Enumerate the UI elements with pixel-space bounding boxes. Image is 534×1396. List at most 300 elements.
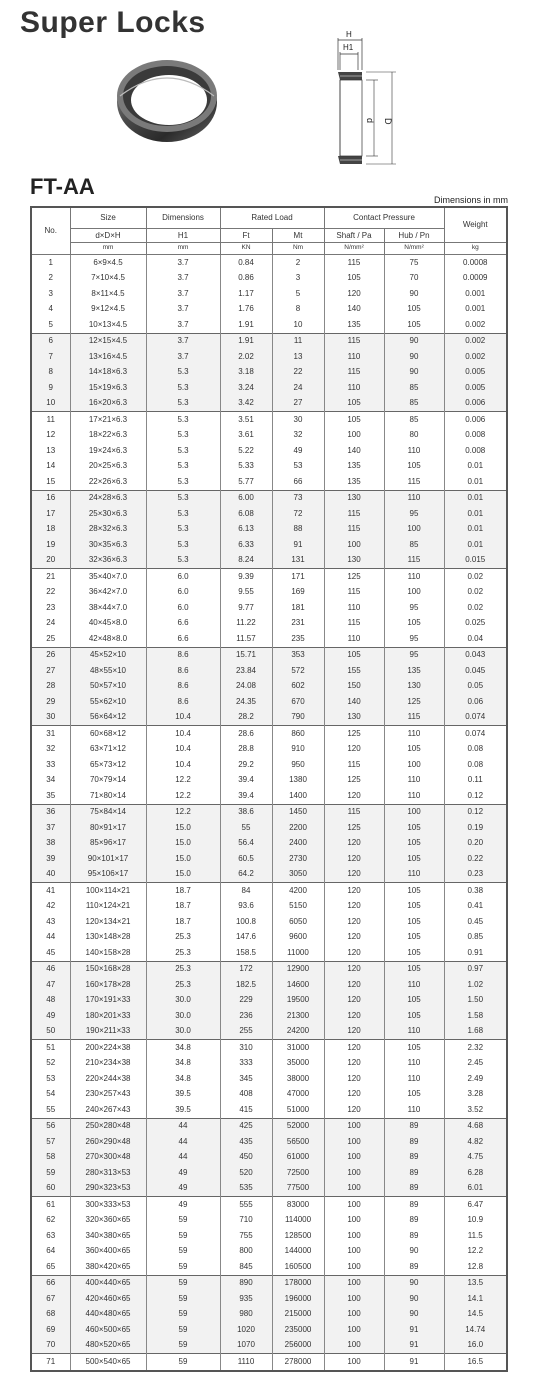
cell-pa: 120 [324,945,384,961]
table-row [31,443,507,459]
table-row [31,945,507,961]
cell-pn: 90 [384,286,444,302]
col-size: Size [70,207,146,229]
cell-size: 300×333×53 [70,1197,146,1213]
cell-no: 32 [31,742,70,758]
cell-mt: 88 [272,522,324,538]
cell-weight: 11.5 [444,1228,507,1244]
cell-pn: 105 [384,742,444,758]
table-row [31,961,507,977]
cell-pa: 100 [324,1259,384,1275]
cell-h1: 39.5 [146,1102,220,1118]
cell-no: 70 [31,1338,70,1354]
cell-pa: 110 [324,631,384,647]
cell-mt: 12900 [272,961,324,977]
cell-mt: 66 [272,474,324,490]
cell-ft: 408 [220,1087,272,1103]
cell-h1: 59 [146,1228,220,1244]
cell-no: 14 [31,459,70,475]
cell-pa: 120 [324,742,384,758]
cell-size: 180×201×33 [70,1008,146,1024]
cell-no: 41 [31,883,70,899]
cell-ft: 0.86 [220,271,272,287]
cell-weight: 4.68 [444,1118,507,1134]
cell-mt: 11000 [272,945,324,961]
cell-pn: 110 [384,1102,444,1118]
cell-h1: 5.3 [146,506,220,522]
cell-mt: 11 [272,333,324,349]
cell-ft: 29.2 [220,757,272,773]
cell-h1: 10.4 [146,710,220,726]
cell-pn: 110 [384,977,444,993]
cell-ft: 935 [220,1291,272,1307]
cell-h1: 5.3 [146,412,220,428]
cell-mt: 6050 [272,914,324,930]
table-row [31,1181,507,1197]
cell-no: 11 [31,412,70,428]
table-row [31,1118,507,1134]
table-row [31,600,507,616]
cell-h1: 18.7 [146,914,220,930]
table-row [31,459,507,475]
cell-pn: 135 [384,663,444,679]
cell-pn: 90 [384,1291,444,1307]
cell-pa: 115 [324,585,384,601]
cell-pa: 105 [324,271,384,287]
cell-weight: 1.68 [444,1024,507,1040]
cell-mt: 128500 [272,1228,324,1244]
cell-no: 49 [31,1008,70,1024]
col-contact-pressure: Contact Pressure [324,207,444,229]
cell-ft: 158.5 [220,945,272,961]
table-row [31,1040,507,1056]
cell-no: 47 [31,977,70,993]
cell-no: 5 [31,317,70,333]
cell-weight: 0.01 [444,474,507,490]
cell-ft: 5.33 [220,459,272,475]
cell-h1: 5.3 [146,396,220,412]
cell-pn: 130 [384,679,444,695]
cell-weight: 3.52 [444,1102,507,1118]
cell-pn: 95 [384,631,444,647]
sub-pa: Pa [361,230,372,240]
cell-weight: 0.006 [444,412,507,428]
table-row [31,836,507,852]
cell-size: 19×24×6.3 [70,443,146,459]
cell-ft: 229 [220,993,272,1009]
cell-pa: 125 [324,820,384,836]
table-row [31,647,507,663]
cell-mt: 56500 [272,1134,324,1150]
cell-size: 24×28×6.3 [70,490,146,506]
cell-pa: 105 [324,396,384,412]
table-body [31,255,507,1371]
cell-size: 260×290×48 [70,1134,146,1150]
cell-weight: 0.0009 [444,271,507,287]
cell-h1: 5.3 [146,474,220,490]
cell-h1: 49 [146,1181,220,1197]
table-row [31,271,507,287]
cell-no: 18 [31,522,70,538]
cell-pa: 115 [324,365,384,381]
cell-h1: 59 [146,1213,220,1229]
cell-h1: 30.0 [146,1024,220,1040]
page-title: Super Locks [20,6,206,39]
cell-pn: 90 [384,1244,444,1260]
cell-weight: 0.01 [444,522,507,538]
cell-weight: 0.41 [444,899,507,915]
table-row [31,317,507,333]
cell-weight: 0.002 [444,333,507,349]
cell-pn: 105 [384,883,444,899]
cell-weight: 0.01 [444,459,507,475]
cell-h1: 15.0 [146,867,220,883]
cell-weight: 0.005 [444,380,507,396]
cell-pn: 105 [384,302,444,318]
cell-no: 3 [31,286,70,302]
cell-mt: 196000 [272,1291,324,1307]
cell-mt: 2730 [272,851,324,867]
cell-ft: 3.18 [220,365,272,381]
cell-weight: 0.001 [444,286,507,302]
cell-mt: 83000 [272,1197,324,1213]
cell-no: 48 [31,993,70,1009]
cell-no: 1 [31,255,70,271]
table-row [31,1338,507,1354]
cell-pn: 90 [384,1307,444,1323]
col-weight: Weight [444,207,507,243]
cell-pa: 100 [324,1197,384,1213]
cell-no: 42 [31,899,70,915]
cell-size: 340×380×65 [70,1228,146,1244]
cell-pn: 105 [384,317,444,333]
cell-pa: 120 [324,914,384,930]
cell-size: 13×16×4.5 [70,349,146,365]
cell-h1: 5.3 [146,380,220,396]
cell-no: 67 [31,1291,70,1307]
cell-h1: 18.7 [146,883,220,899]
sub-mt: Mt [272,229,324,243]
table-row [31,1228,507,1244]
cell-mt: 35000 [272,1056,324,1072]
cell-h1: 44 [146,1134,220,1150]
cell-size: 500×540×65 [70,1354,146,1371]
cell-pn: 105 [384,945,444,961]
cell-h1: 12.2 [146,773,220,789]
unit-mt: Nm [272,243,324,255]
cell-pa: 140 [324,694,384,710]
cell-pn: 105 [384,1087,444,1103]
cell-size: 35×40×7.0 [70,569,146,585]
cell-pa: 120 [324,1056,384,1072]
cell-size: 56×64×12 [70,710,146,726]
table-row [31,537,507,553]
table-row [31,1197,507,1213]
cell-size: 50×57×10 [70,679,146,695]
table-row [31,1291,507,1307]
cell-no: 65 [31,1259,70,1275]
cell-no: 6 [31,333,70,349]
cell-ft: 415 [220,1102,272,1118]
cell-pa: 125 [324,726,384,742]
label-d: d [365,118,375,124]
cell-ft: 28.8 [220,742,272,758]
cell-ft: 182.5 [220,977,272,993]
cell-no: 56 [31,1118,70,1134]
cell-size: 16×20×6.3 [70,396,146,412]
cell-mt: 47000 [272,1087,324,1103]
cell-size: 55×62×10 [70,694,146,710]
cell-no: 17 [31,506,70,522]
cell-mt: 181 [272,600,324,616]
cell-weight: 0.02 [444,600,507,616]
cell-no: 35 [31,788,70,804]
cell-pn: 110 [384,1056,444,1072]
cell-size: 480×520×65 [70,1338,146,1354]
table-row [31,349,507,365]
cell-no: 55 [31,1102,70,1118]
cell-size: 32×36×6.3 [70,553,146,569]
cell-no: 51 [31,1040,70,1056]
cell-pn: 110 [384,1024,444,1040]
sub-h1: H1 [146,229,220,243]
cell-pa: 100 [324,1134,384,1150]
col-hub-label: Hub [398,230,414,240]
cell-size: 80×91×17 [70,820,146,836]
label-D: D [383,118,393,125]
col-no: No. [31,207,70,255]
cell-weight: 0.45 [444,914,507,930]
cell-pa: 120 [324,1102,384,1118]
cell-pa: 120 [324,899,384,915]
cell-weight: 0.008 [444,428,507,444]
cell-mt: 49 [272,443,324,459]
table-row [31,1071,507,1087]
cell-mt: 572 [272,663,324,679]
cell-mt: 13 [272,349,324,365]
cell-mt: 950 [272,757,324,773]
cell-pa: 125 [324,773,384,789]
cell-size: 100×114×21 [70,883,146,899]
cell-mt: 169 [272,585,324,601]
cell-weight: 2.32 [444,1040,507,1056]
table-row [31,1307,507,1323]
table-row [31,585,507,601]
cell-h1: 8.6 [146,663,220,679]
cell-mt: 160500 [272,1259,324,1275]
cell-pn: 105 [384,930,444,946]
cell-mt: 2200 [272,820,324,836]
cell-h1: 8.6 [146,647,220,663]
col-shaft-label: Shaft [336,230,356,240]
table-row [31,569,507,585]
cell-no: 69 [31,1322,70,1338]
cell-pa: 140 [324,302,384,318]
table-row [31,726,507,742]
table-row [31,474,507,490]
cell-no: 43 [31,914,70,930]
lock-ring-image [112,52,222,147]
table-row [31,631,507,647]
cell-size: 71×80×14 [70,788,146,804]
cell-pa: 120 [324,1040,384,1056]
cell-ft: 555 [220,1197,272,1213]
cell-h1: 5.3 [146,522,220,538]
cell-h1: 34.8 [146,1071,220,1087]
cell-weight: 12.2 [444,1244,507,1260]
table-row [31,333,507,349]
cell-mt: 1380 [272,773,324,789]
table-row [31,742,507,758]
cell-no: 28 [31,679,70,695]
cell-no: 8 [31,365,70,381]
cell-size: 22×26×6.3 [70,474,146,490]
cell-h1: 10.4 [146,757,220,773]
cell-no: 45 [31,945,70,961]
cell-h1: 25.3 [146,930,220,946]
cell-pa: 155 [324,663,384,679]
cell-no: 52 [31,1056,70,1072]
cell-h1: 59 [146,1307,220,1323]
cell-no: 66 [31,1275,70,1291]
cell-pa: 120 [324,1008,384,1024]
cell-h1: 30.0 [146,993,220,1009]
cell-pa: 120 [324,286,384,302]
cell-mt: 72500 [272,1165,324,1181]
cell-ft: 425 [220,1118,272,1134]
cell-weight: 14.1 [444,1291,507,1307]
cell-no: 57 [31,1134,70,1150]
cell-no: 33 [31,757,70,773]
cell-pa: 115 [324,757,384,773]
cell-ft: 1.76 [220,302,272,318]
cell-size: 170×191×33 [70,993,146,1009]
table-row [31,522,507,538]
cell-ft: 1.91 [220,333,272,349]
cell-ft: 1070 [220,1338,272,1354]
cell-size: 45×52×10 [70,647,146,663]
cell-no: 19 [31,537,70,553]
cell-no: 29 [31,694,70,710]
cell-pa: 100 [324,1322,384,1338]
cell-weight: 0.025 [444,616,507,632]
cell-size: 14×18×6.3 [70,365,146,381]
cell-pa: 100 [324,428,384,444]
cell-pn: 85 [384,537,444,553]
cell-h1: 10.4 [146,726,220,742]
cell-h1: 15.0 [146,836,220,852]
cell-pn: 89 [384,1228,444,1244]
cell-mt: 2 [272,255,324,271]
cell-h1: 5.3 [146,428,220,444]
cell-no: 63 [31,1228,70,1244]
cell-ft: 93.6 [220,899,272,915]
cell-pa: 115 [324,255,384,271]
cell-size: 75×84×14 [70,804,146,820]
cell-weight: 2.45 [444,1056,507,1072]
cell-ft: 6.13 [220,522,272,538]
cell-pa: 120 [324,961,384,977]
cell-pa: 105 [324,647,384,663]
table-row [31,773,507,789]
cell-ft: 5.77 [220,474,272,490]
cell-size: 280×313×53 [70,1165,146,1181]
cell-mt: 171 [272,569,324,585]
cell-pa: 100 [324,1228,384,1244]
cell-no: 71 [31,1354,70,1371]
cell-h1: 49 [146,1197,220,1213]
cell-pn: 90 [384,1275,444,1291]
cell-h1: 59 [146,1338,220,1354]
cell-ft: 8.24 [220,553,272,569]
cell-weight: 0.85 [444,930,507,946]
cell-weight: 0.04 [444,631,507,647]
cell-pn: 110 [384,867,444,883]
cell-size: 440×480×65 [70,1307,146,1323]
cell-size: 18×22×6.3 [70,428,146,444]
cell-pa: 120 [324,993,384,1009]
cell-size: 95×106×17 [70,867,146,883]
cell-mt: 32 [272,428,324,444]
table-row [31,1244,507,1260]
cell-size: 30×35×6.3 [70,537,146,553]
cell-weight: 0.12 [444,804,507,820]
cell-no: 61 [31,1197,70,1213]
cell-pn: 105 [384,1040,444,1056]
cell-ft: 2.02 [220,349,272,365]
cell-pa: 120 [324,836,384,852]
unit-kg: kg [444,243,507,255]
cell-ft: 1020 [220,1322,272,1338]
cell-ft: 236 [220,1008,272,1024]
cell-mt: 21300 [272,1008,324,1024]
cell-mt: 131 [272,553,324,569]
cell-weight: 0.043 [444,647,507,663]
cell-pa: 150 [324,679,384,695]
table-row [31,914,507,930]
table-row [31,286,507,302]
cell-pn: 105 [384,993,444,1009]
col-rated-load: Rated Load [220,207,324,229]
cell-mt: 30 [272,412,324,428]
cell-weight: 0.02 [444,585,507,601]
cell-mt: 602 [272,679,324,695]
unit-pn: N/mm² [384,243,444,255]
cell-mt: 72 [272,506,324,522]
cell-no: 64 [31,1244,70,1260]
cell-pa: 100 [324,537,384,553]
cell-pa: 120 [324,1087,384,1103]
cell-weight: 10.9 [444,1213,507,1229]
sub-ft: Ft [220,229,272,243]
cell-size: 6×9×4.5 [70,255,146,271]
cell-size: 20×25×6.3 [70,459,146,475]
specs-table [30,206,508,1372]
cell-pn: 105 [384,899,444,915]
cell-pn: 89 [384,1118,444,1134]
cell-ft: 6.33 [220,537,272,553]
cell-mt: 278000 [272,1354,324,1371]
cell-ft: 1.17 [220,286,272,302]
cell-pn: 91 [384,1338,444,1354]
cell-no: 15 [31,474,70,490]
cell-size: 220×244×38 [70,1071,146,1087]
table-row [31,380,507,396]
cell-pn: 110 [384,443,444,459]
cell-no: 39 [31,851,70,867]
cell-no: 22 [31,585,70,601]
cell-ft: 1110 [220,1354,272,1371]
